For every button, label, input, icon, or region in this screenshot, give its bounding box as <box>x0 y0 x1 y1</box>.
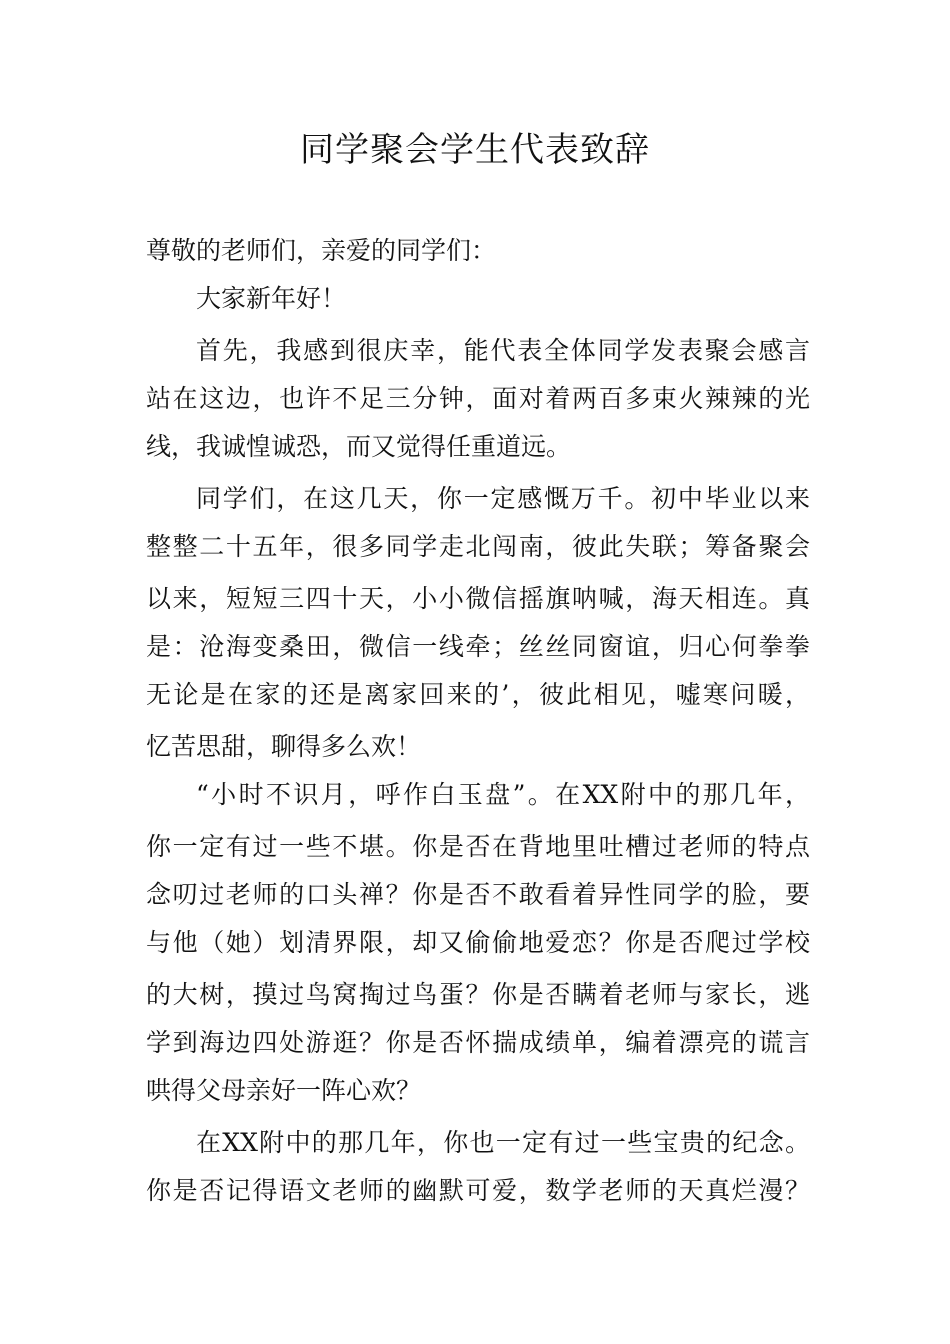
body-line: 的大树，摸过鸟窝掏过鸟蛋？你是否瞒着老师与家长，逃 <box>146 980 810 1009</box>
body-line: 念叨过老师的口头禅？你是否不敢看着异性同学的脸，要 <box>146 880 810 909</box>
body-line: 以来，短短三四十天，小小微信摇旗呐喊，海天相连。真 <box>146 584 810 613</box>
body-line: 线，我诚惶诚恐，而又觉得任重道远。 <box>146 432 572 461</box>
body-line: 忆苦思甜，聊得多么欢！ <box>146 732 422 761</box>
body-line: 你一定有过一些不堪。你是否在背地里吐槽过老师的特点 <box>146 832 810 861</box>
body-line: 与他（她）划清界限，却又偷偷地爱恋？你是否爬过学校 <box>146 928 810 957</box>
body-line: 在XX附中的那几年，你也一定有过一些宝贵的纪念。 <box>196 1128 810 1157</box>
body-line: 同学们，在这几天，你一定感慨万千。初中毕业以来 <box>196 484 810 513</box>
greeting-line: 大家新年好！ <box>196 284 347 313</box>
body-line: 无论是在家的还是离家回来的’，彼此相见，嘘寒问暖， <box>146 680 810 709</box>
body-line: 学到海边四处游逛？你是否怀揣成绩单，编着漂亮的谎言 <box>146 1028 810 1057</box>
salutation-line: 尊敬的老师们，亲爱的同学们： <box>146 236 497 265</box>
body-line: 整整二十五年，很多同学走北闯南，彼此失联；筹备聚会 <box>146 532 810 561</box>
body-line: 是：沧海变桑田，微信一线牵；丝丝同窗谊，归心何拳拳 <box>146 632 810 661</box>
body-line: 站在这边，也许不足三分钟，面对着两百多束火辣辣的光 <box>146 384 810 413</box>
body-line: 你是否记得语文老师的幽默可爱，数学老师的天真烂漫？ <box>146 1176 810 1205</box>
document-title: 同学聚会学生代表致辞 <box>300 130 650 170</box>
body-line: 首先，我感到很庆幸，能代表全体同学发表聚会感言 <box>196 336 810 365</box>
body-line: “小时不识月，呼作白玉盘”。在XX附中的那几年， <box>196 780 810 809</box>
body-line: 哄得父母亲好一阵心欢？ <box>146 1076 422 1105</box>
